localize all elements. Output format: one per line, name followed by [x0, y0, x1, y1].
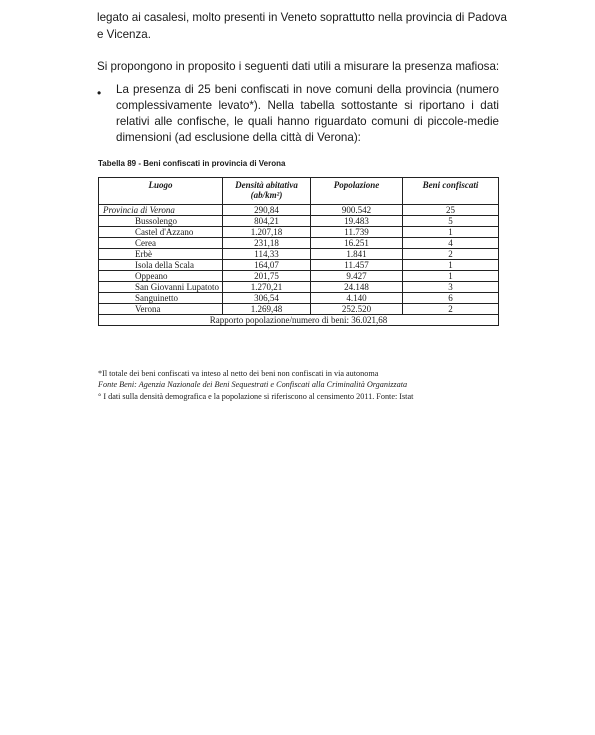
table-row [99, 238, 499, 249]
cell-luogo: Erbè [99, 249, 223, 260]
table-row [99, 205, 499, 216]
cell-popolazione: 252.520 [311, 304, 403, 315]
footnote-census: ° I dati sulla densità demografica e la popolazione si riferiscono al censimento 2011. Fonte: Istat [98, 392, 414, 401]
cell-beni: 1 [403, 227, 499, 238]
cell-luogo: Isola della Scala [99, 260, 223, 271]
table-row [99, 271, 499, 282]
cell-popolazione: 24.148 [311, 282, 403, 293]
header-densita: Densità abitativa (ab/km²) [223, 178, 311, 205]
cell-popolazione: 16.251 [311, 238, 403, 249]
cell-luogo: Verona [99, 304, 223, 315]
cell-densita: 306,54 [223, 293, 311, 304]
cell-beni: 2 [403, 304, 499, 315]
cell-popolazione: 9.427 [311, 271, 403, 282]
cell-beni: 3 [403, 282, 499, 293]
cell-beni: 1 [403, 260, 499, 271]
cell-luogo: Bussolengo [99, 216, 223, 227]
footnote-source: Fonte Beni: Agenzia Nazionale dei Beni Sequestrati e Confiscati alla Criminalità Organizzata [98, 380, 408, 389]
cell-beni: 25 [403, 205, 499, 216]
header-luogo: Luogo [99, 178, 223, 205]
cell-densita: 201,75 [223, 271, 311, 282]
cell-densita: 231,18 [223, 238, 311, 249]
table-total-row [99, 315, 499, 326]
table-row [99, 227, 499, 238]
bullet-marker: • [97, 86, 102, 100]
header-popolazione: Popolazione [311, 178, 403, 205]
cell-beni: 6 [403, 293, 499, 304]
cell-popolazione: 19.483 [311, 216, 403, 227]
table-header-row [99, 178, 499, 205]
cell-luogo: Castel d'Azzano [99, 227, 223, 238]
cell-popolazione: 11.739 [311, 227, 403, 238]
table-row [99, 260, 499, 271]
proposal-paragraph: Si propongono in proposito i seguenti dati utili a misurare la presenza mafiosa: [97, 60, 500, 73]
cell-densita: 164,07 [223, 260, 311, 271]
header-beni: Beni confiscati [403, 178, 499, 205]
cell-densita: 114,33 [223, 249, 311, 260]
cell-luogo: San Giovanni Lupatoto [99, 282, 223, 293]
cell-popolazione: 1.841 [311, 249, 403, 260]
cell-popolazione: 11.457 [311, 260, 403, 271]
cell-beni: 1 [403, 271, 499, 282]
cell-luogo: Provincia di Verona [99, 205, 223, 216]
cell-luogo: Oppeano [99, 271, 223, 282]
table-row [99, 293, 499, 304]
confiscated-assets-table [98, 177, 499, 326]
table-row [99, 282, 499, 293]
bullet-paragraph: La presenza di 25 beni confiscati in nove comuni della provincia (numero complessivamente levato*). Nella tabella sottostante si riportano i dati relativi alle confische, le quali hanno riguardato comuni di piccole-medie dimensioni (ad esclusione della città di Verona): [116, 83, 499, 144]
cell-total-ratio: Rapporto popolazione/numero di beni: 36.021,68 [99, 315, 499, 326]
table-row [99, 304, 499, 315]
cell-popolazione: 4.140 [311, 293, 403, 304]
table-caption: Tabella 89 - Beni confiscati in provincia di Verona [98, 159, 286, 168]
cell-popolazione: 900.542 [311, 205, 403, 216]
cell-luogo: Cerea [99, 238, 223, 249]
cell-densita: 1.207,18 [223, 227, 311, 238]
table-row [99, 249, 499, 260]
cell-densita: 1.269,48 [223, 304, 311, 315]
intro-paragraph: legato ai casalesi, molto presenti in Veneto soprattutto nella provincia di Padova e Vicenza. [97, 11, 507, 41]
cell-densita: 290,84 [223, 205, 311, 216]
cell-luogo: Sanguinetto [99, 293, 223, 304]
table-row [99, 216, 499, 227]
cell-densita: 804,21 [223, 216, 311, 227]
cell-beni: 2 [403, 249, 499, 260]
footnote-total: *Il totale dei beni confiscati va inteso al netto dei beni non confiscati in via autonoma [98, 369, 379, 378]
cell-beni: 5 [403, 216, 499, 227]
cell-densita: 1.270,21 [223, 282, 311, 293]
cell-beni: 4 [403, 238, 499, 249]
